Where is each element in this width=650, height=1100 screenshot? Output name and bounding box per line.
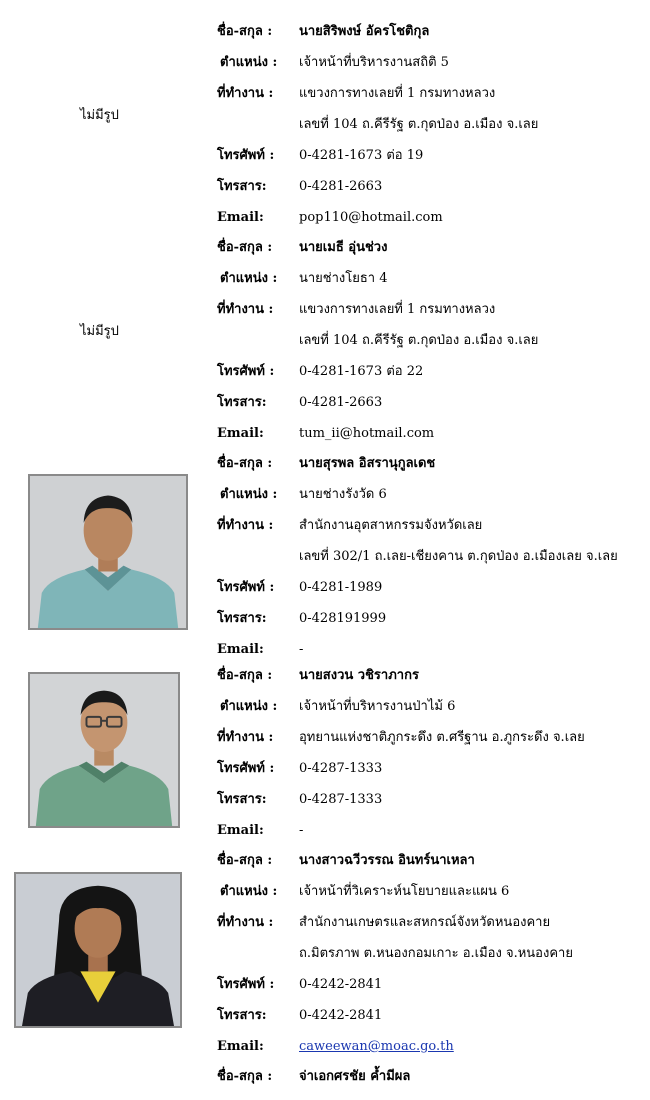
position-label: ตำแหน่ง :: [220, 699, 278, 714]
workplace-line: เลขที่ 104 ถ.คีรีรัฐ ต.กุดป่อง อ.เมือง จ.เลย: [299, 333, 539, 348]
no-photo-text: ไม่มีรูป: [80, 324, 119, 339]
position-label: ตำแหน่ง :: [220, 487, 278, 502]
email-label: Email:: [217, 210, 264, 225]
person-phone: 0-4281-1989: [299, 580, 383, 595]
workplace-line: เลขที่ 104 ถ.คีรีรัฐ ต.กุดป่อง อ.เมือง จ.เลย: [299, 117, 539, 132]
workplace-line: สำนักงานเกษตรและสหกรณ์จังหวัดหนองคาย: [299, 915, 551, 930]
email-label: Email:: [217, 1039, 264, 1054]
name-label: ชื่อ-สกุล :: [217, 1069, 273, 1084]
person-position: เจ้าหน้าที่วิเคราะห์นโยบายและแผน 6: [299, 884, 510, 899]
phone-label: โทรศัพท์ :: [217, 580, 275, 595]
no-photo-text: ไม่มีรูป: [80, 108, 119, 123]
workplace-line: ถ.มิตรภาพ ต.หนองกอมเกาะ อ.เมือง จ.หนองคาย: [299, 946, 573, 961]
person-email: tum_ii@hotmail.com: [299, 426, 435, 441]
person-position: เจ้าหน้าที่บริหารงานป่าไม้ 6: [299, 699, 456, 714]
fax-label: โทรสาร:: [217, 611, 267, 626]
phone-label: โทรศัพท์ :: [217, 977, 275, 992]
person-phone: 0-4242-2841: [299, 977, 383, 992]
workplace-label: ที่ทำงาน :: [217, 915, 274, 930]
position-label: ตำแหน่ง :: [220, 271, 278, 286]
fax-label: โทรสาร:: [217, 179, 267, 194]
name-label: ชื่อ-สกุล :: [217, 24, 273, 39]
person-name: นายสิริพงษ์ อัครโชติกุล: [299, 24, 430, 39]
person-name: นายสุรพล อิสรานุกูลเดช: [299, 456, 436, 471]
position-label: ตำแหน่ง :: [220, 884, 278, 899]
person-phone: 0-4281-1673 ต่อ 22: [299, 364, 424, 379]
email-link[interactable]: caweewan@moac.go.th: [299, 1039, 454, 1054]
person-fax: 0-4281-2663: [299, 179, 383, 194]
workplace-label: ที่ทำงาน :: [217, 86, 274, 101]
person-name: นายเมธี อุ่นช่วง: [299, 240, 388, 255]
workplace-line: เลขที่ 302/1 ถ.เลย-เชียงคาน ต.กุดป่อง อ.เมืองเลย จ.เลย: [299, 549, 618, 564]
email-label: Email:: [217, 426, 264, 441]
fax-label: โทรสาร:: [217, 792, 267, 807]
fax-label: โทรสาร:: [217, 395, 267, 410]
person-name: นายสงวน วชิราภากร: [299, 668, 419, 683]
workplace-label: ที่ทำงาน :: [217, 730, 274, 745]
person-email: -: [299, 642, 304, 657]
position-label: ตำแหน่ง :: [220, 55, 278, 70]
person-position: เจ้าหน้าที่บริหารงานสถิติ 5: [299, 55, 449, 70]
workplace-line: แขวงการทางเลยที่ 1 กรมทางหลวง: [299, 86, 496, 101]
phone-label: โทรศัพท์ :: [217, 148, 275, 163]
workplace-line: อุทยานแห่งชาติภูกระดึง ต.ศรีฐาน อ.ภูกระดึง จ.เลย: [299, 730, 585, 745]
name-label: ชื่อ-สกุล :: [217, 456, 273, 471]
workplace-line: สำนักงานอุตสาหกรรมจังหวัดเลย: [299, 518, 483, 533]
email-label: Email:: [217, 823, 264, 838]
person-name: นางสาวฉวีวรรณ อินทร์นาเหลา: [299, 853, 475, 868]
person-fax: 0-428191999: [299, 611, 387, 626]
name-label: ชื่อ-สกุล :: [217, 853, 273, 868]
person-phone: 0-4287-1333: [299, 761, 383, 776]
person-email: pop110@hotmail.com: [299, 210, 443, 225]
person-position: นายช่างโยธา 4: [299, 271, 388, 286]
phone-label: โทรศัพท์ :: [217, 364, 275, 379]
person-fax: 0-4242-2841: [299, 1008, 383, 1023]
phone-label: โทรศัพท์ :: [217, 761, 275, 776]
person-phone: 0-4281-1673 ต่อ 19: [299, 148, 424, 163]
person-name: จ่าเอกศรชัย ค้ำมีผล: [299, 1069, 411, 1084]
workplace-label: ที่ทำงาน :: [217, 302, 274, 317]
person-email: -: [299, 823, 304, 838]
name-label: ชื่อ-สกุล :: [217, 240, 273, 255]
person-fax: 0-4281-2663: [299, 395, 383, 410]
person-fax: 0-4287-1333: [299, 792, 383, 807]
fax-label: โทรสาร:: [217, 1008, 267, 1023]
person-position: นายช่างรังวัด 6: [299, 487, 387, 502]
email-label: Email:: [217, 642, 264, 657]
workplace-line: แขวงการทางเลยที่ 1 กรมทางหลวง: [299, 302, 496, 317]
workplace-label: ที่ทำงาน :: [217, 518, 274, 533]
name-label: ชื่อ-สกุล :: [217, 668, 273, 683]
